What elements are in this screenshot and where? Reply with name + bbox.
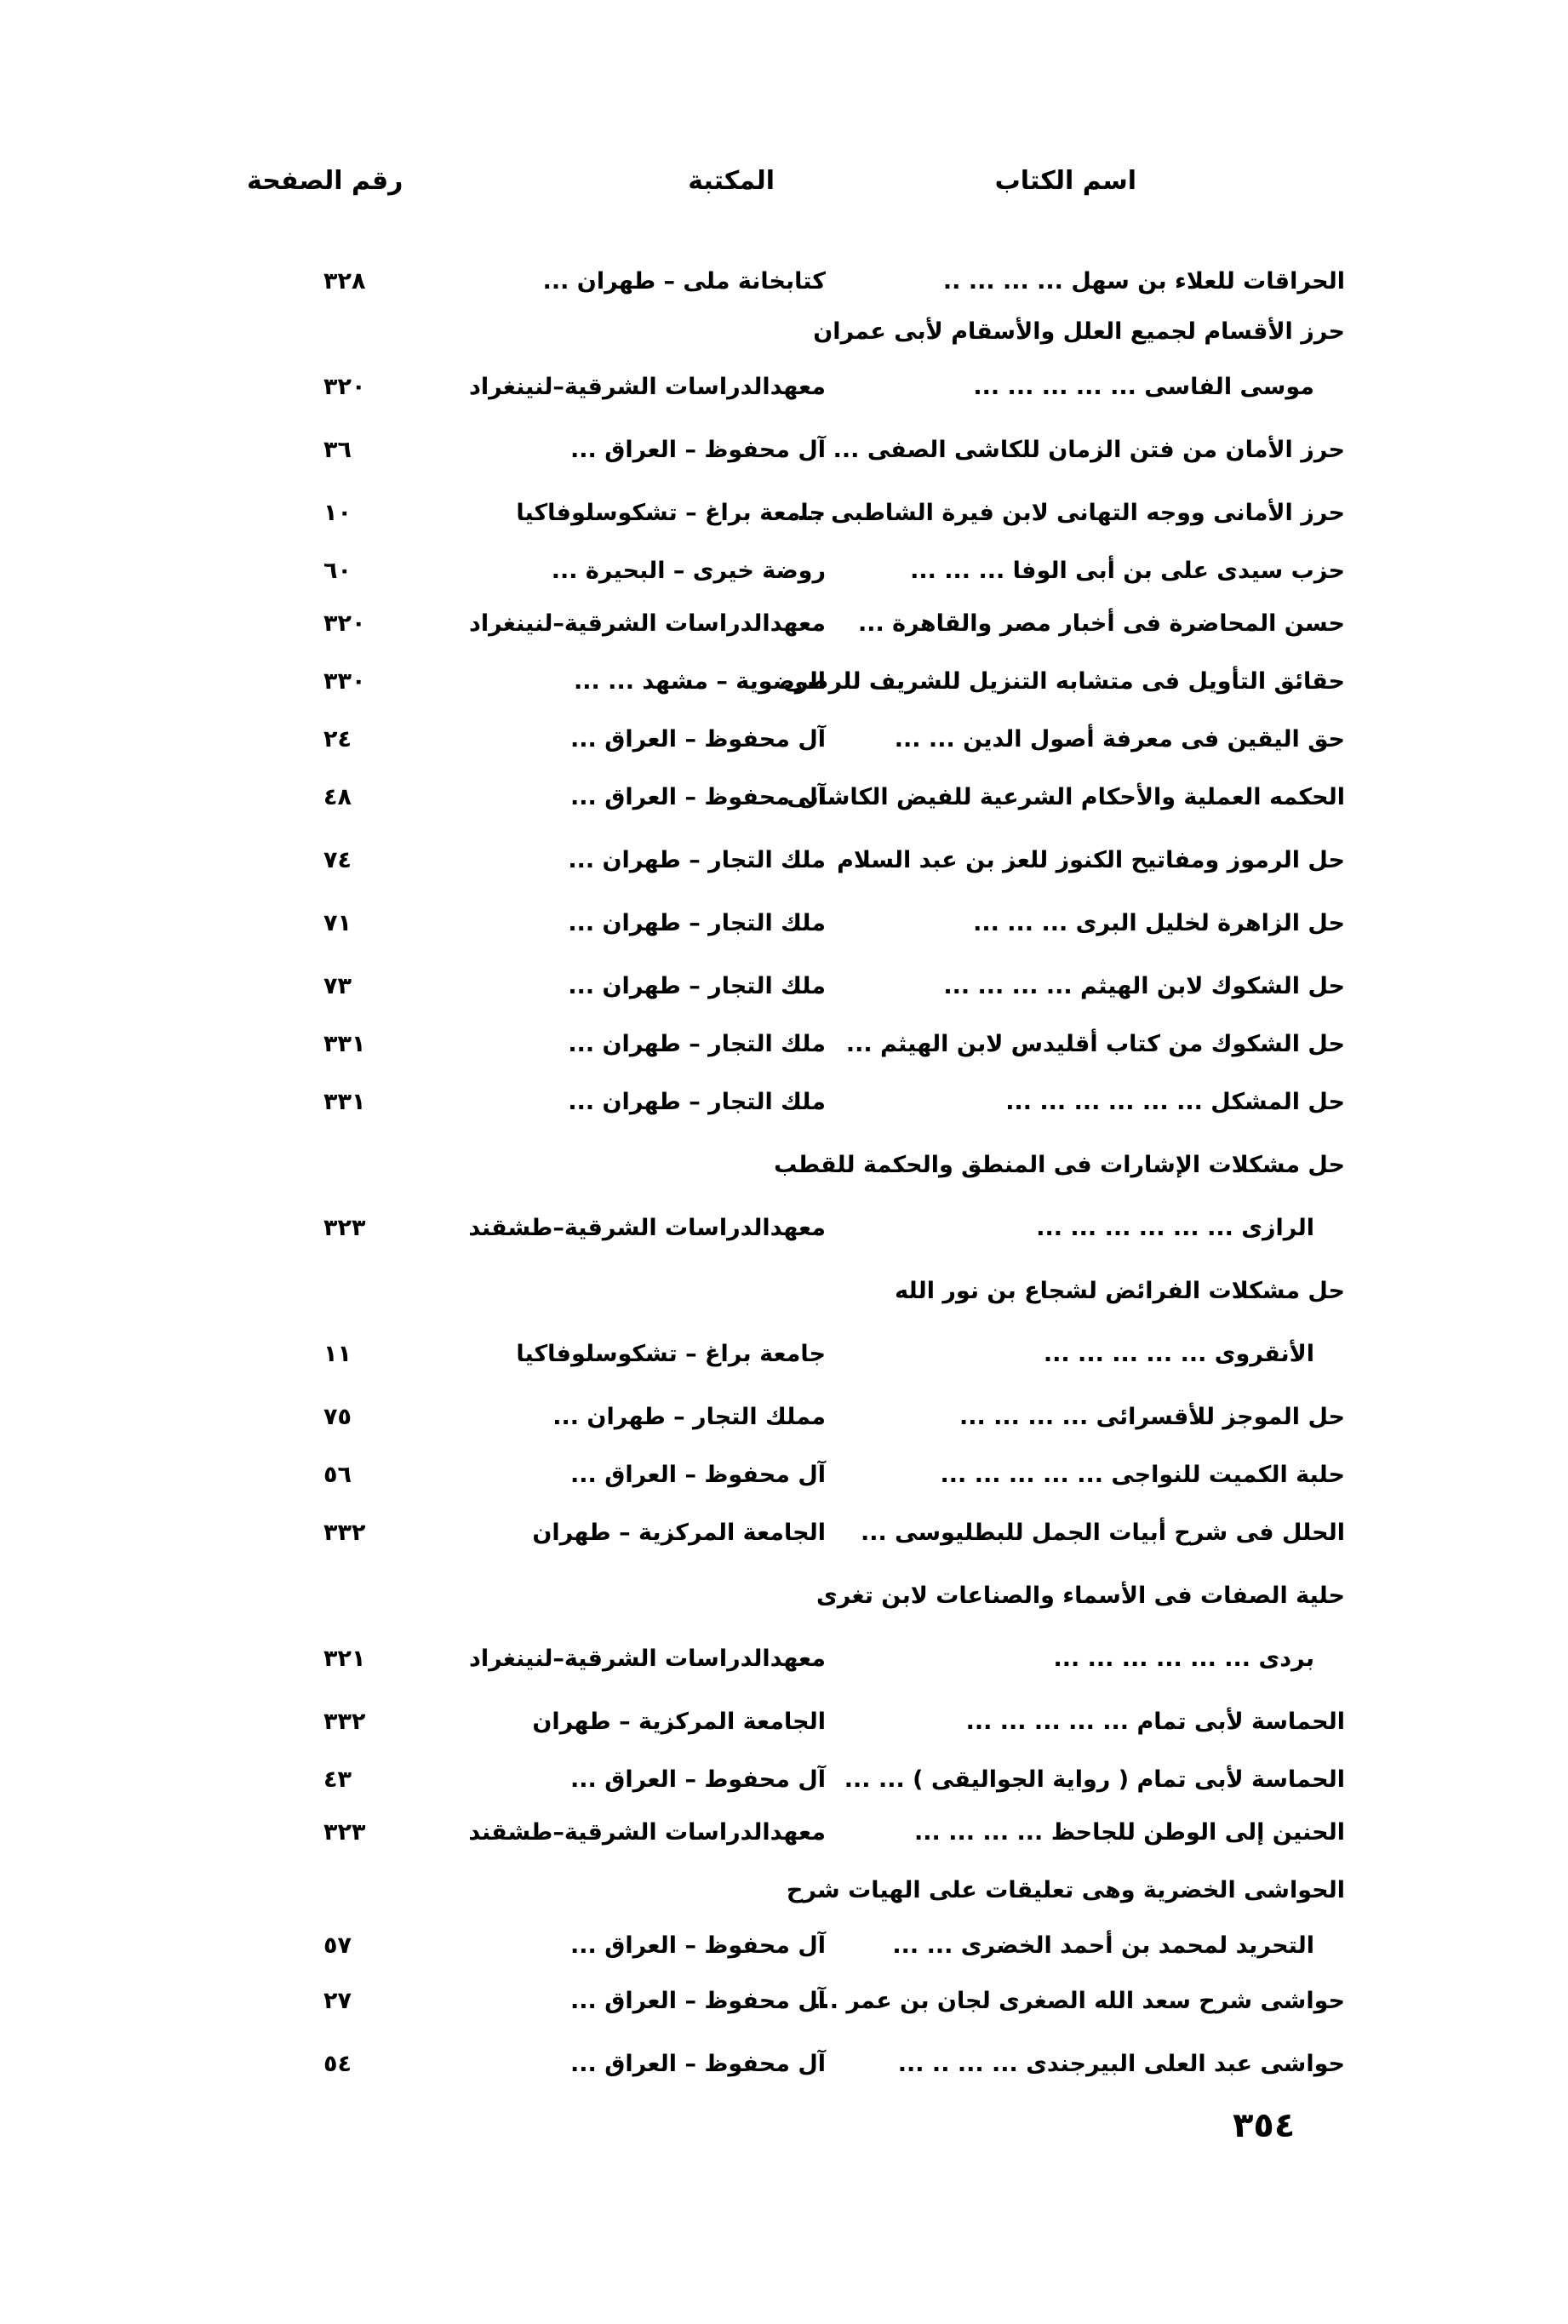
entry-title: حل الزاهرة لخليل البرى ... ... ...: [973, 910, 1345, 936]
entry-title: حرز الأمان من فتن الزمان للكاشى الصفى ...: [833, 437, 1345, 463]
entry-title: الحماسة لأبى تمام ( رواية الجواليقى ) ... ...: [844, 1766, 1345, 1793]
index-row: [323, 713, 1345, 766]
entry-title: الرازى ... ... ... ... ... ...: [1036, 1215, 1314, 1241]
entry-library: الرضوية – مشهد ... ...: [574, 668, 826, 695]
index-row: [323, 1806, 1345, 1859]
page-number: ٣٥٤: [1233, 2106, 1296, 2145]
header-book-title: اسم الكتاب: [994, 166, 1136, 196]
index-row: [323, 829, 1345, 892]
entry-library: آل محفوظ – العراق ...: [570, 784, 826, 810]
entry-title: حل الشكوك لابن الهيثم ... ... ... ...: [943, 973, 1345, 999]
entry-page: ٣٦: [323, 437, 352, 463]
entry-title: حل الموجز للأقسرائى ... ... ... ...: [959, 1404, 1345, 1430]
index-row: [323, 1071, 1345, 1134]
index-row: [323, 356, 1345, 419]
index-row: [323, 1386, 1345, 1449]
entry-page: ٣٢٠: [323, 610, 366, 637]
entry-page: ٣٣٢: [323, 1709, 366, 1735]
index-row: [323, 1260, 1345, 1323]
index-row: [323, 1628, 1345, 1691]
entry-page: ٧٣: [323, 973, 352, 999]
entry-title: حق اليقين فى معرفة أصول الدين ... ...: [894, 726, 1345, 753]
entry-library: ملك التجار – طهران ...: [568, 1089, 826, 1115]
index-row: [323, 1691, 1345, 1754]
entry-page: ٣٢٠: [323, 374, 366, 400]
entry-library: الجامعة المركزية – طهران: [532, 1520, 826, 1546]
entry-library: معهدالدراسات الشرقية–طشقند: [468, 1215, 826, 1241]
index-row: [323, 1754, 1345, 1806]
entry-title: التحريد لمحمد بن أحمد الخضرى ... ...: [892, 1932, 1314, 1959]
entry-library: معهدالدراسات الشرقية–لنينغراد: [469, 374, 826, 400]
entry-library: جامعة براغ – تشكوسلوفاكيا: [516, 500, 826, 526]
entry-title: حرز الأقسام لجميع العلل والأسقام لأبى عمران: [813, 318, 1345, 345]
entry-title: حل الشكوك من كتاب أقليدس لابن الهيثم ...: [845, 1031, 1345, 1057]
index-row: [323, 1565, 1345, 1628]
entry-library: آل محفوظ – العراق ...: [570, 437, 826, 463]
entry-title: الحواشى الخضرية وهى تعليقات على الهيات شرح: [786, 1877, 1345, 1903]
entry-library: جامعة براغ – تشكوسلوفاكيا: [516, 1341, 826, 1367]
entry-library: آل محفوظ – العراق ...: [570, 726, 826, 753]
entry-library: آل محفوظ – العراق ...: [570, 1932, 826, 1959]
entry-title: الحكمه العملية والأحكام الشرعية للفيض الكاشانى: [787, 784, 1345, 810]
entry-title: الأنقروى ... ... ... ... ...: [1043, 1341, 1314, 1367]
entry-library: ملك التجار – طهران ...: [568, 973, 826, 999]
entry-library: معهدالدراسات الشرقية–لنينغراد: [469, 1646, 826, 1672]
index-row: [323, 650, 1345, 713]
entry-page: ٥٤: [323, 2051, 352, 2077]
entry-library: مملك التجار – طهران ...: [552, 1404, 826, 1430]
entry-library: آل محفوظ – العراق ...: [570, 2051, 826, 2077]
entry-title: حلية الصفات فى الأسماء والصناعات لابن تغرى: [815, 1583, 1345, 1609]
entry-library: آل محفوط – العراق ...: [570, 1766, 826, 1793]
entry-title: حواشى شرح سعد الله الصغرى لجان بن عمر ...: [812, 1988, 1345, 2014]
index-row: [323, 255, 1345, 308]
entry-page: ٤٨: [323, 784, 352, 810]
entry-title: بردى ... ... ... ... ... ...: [1053, 1646, 1314, 1672]
entry-title: حرز الأمانى ووجه التهانى لابن فيرة الشاطبى ...: [796, 500, 1345, 526]
header-library: المكتبة: [688, 166, 775, 196]
index-row: [323, 892, 1345, 955]
index-row: [323, 766, 1345, 829]
entry-library: ملك التجار – طهران ...: [568, 910, 826, 936]
entry-title: حزب سيدى على بن أبى الوفا ... ... ...: [910, 558, 1345, 584]
entry-page: ٢٧: [323, 1988, 352, 2014]
index-row: [323, 2033, 1345, 2096]
entry-title: حل المشكل ... ... ... ... ... ...: [1005, 1089, 1345, 1115]
entry-title: الحنين إلى الوطن للجاحظ ... ... ... ...: [914, 1819, 1345, 1846]
entry-library: الجامعة المركزية – طهران: [532, 1709, 826, 1735]
entry-page: ٣٣٠: [323, 668, 366, 695]
index-row: [323, 1134, 1345, 1197]
entry-page: ٧٥: [323, 1404, 352, 1430]
entry-page: ٤٣: [323, 1766, 352, 1793]
entry-page: ٥٦: [323, 1462, 352, 1488]
entry-library: ملك التجار – طهران ...: [568, 847, 826, 873]
index-row: [323, 308, 1345, 356]
entry-title: حل مشكلات الفرائض لشجاع بن نور الله: [895, 1278, 1345, 1304]
entry-page: ٣٣١: [323, 1089, 366, 1115]
entry-page: ٣٢٣: [323, 1215, 366, 1241]
entry-title: الحلل فى شرح أبيات الجمل للبطليوسى ...: [860, 1520, 1345, 1546]
entry-page: ٣٣١: [323, 1031, 366, 1057]
entry-library: آل محفوظ – العراق ...: [570, 1462, 826, 1488]
entry-title: حقائق التأويل فى متشابه التنزيل للشريف للرضى: [783, 668, 1345, 695]
entry-page: ٣٢١: [323, 1646, 366, 1672]
entry-page: ٧٤: [323, 847, 352, 873]
entry-title: الحماسة لأبى تمام ... ... ... ... ...: [965, 1709, 1345, 1735]
column-headers: [247, 166, 1345, 217]
entry-page: ٧١: [323, 910, 352, 936]
entry-page: ٣٣٢: [323, 1520, 366, 1546]
entry-page: ١١: [323, 1341, 352, 1367]
entry-page: ٢٤: [323, 726, 352, 753]
entry-page: ٥٧: [323, 1932, 352, 1959]
entry-title: حسن المحاضرة فى أخبار مصر والقاهرة ...: [857, 610, 1345, 637]
entry-title: حلبة الكميت للنواجى ... ... ... ... ...: [940, 1462, 1345, 1488]
index-row: [323, 482, 1345, 545]
entry-library: كتابخانة ملى – طهران ...: [542, 268, 826, 295]
entry-library: ملك التجار – طهران ...: [568, 1031, 826, 1057]
entry-title: موسى الفاسى ... ... ... ... ...: [973, 374, 1314, 400]
index-row: [323, 1197, 1345, 1260]
entry-title: الحراقات للعلاء بن سهل ... ... ... ..: [942, 268, 1345, 295]
header-page-number: رقم الصفحة: [247, 166, 403, 196]
entry-title: حل مشكلات الإشارات فى المنطق والحكمة للقطب: [774, 1152, 1345, 1178]
index-row: [323, 545, 1345, 598]
index-entries: [323, 255, 1345, 2096]
entry-page: ٦٠: [323, 558, 352, 584]
index-row: [323, 1922, 1345, 1970]
index-row: [323, 598, 1345, 650]
entry-title: حواشى عبد العلى البيرجندى ... ... .. ...: [897, 2051, 1345, 2077]
entry-page: ٣٢٨: [323, 268, 366, 295]
index-row: [323, 419, 1345, 482]
index-row: [323, 1449, 1345, 1502]
index-row: [323, 1859, 1345, 1922]
index-row: [323, 1018, 1345, 1071]
index-row: [323, 1323, 1345, 1386]
entry-title: حل الرموز ومفاتيح الكنوز للعز بن عبد السلام: [837, 847, 1345, 873]
index-row: [323, 955, 1345, 1018]
index-row: [323, 1970, 1345, 2033]
entry-page: ٣٢٣: [323, 1819, 366, 1846]
entry-library: آل محفوظ – العراق ...: [570, 1988, 826, 2014]
entry-library: معهدالدراسات الشرقية–طشقند: [468, 1819, 826, 1846]
index-row: [323, 1502, 1345, 1565]
entry-library: معهدالدراسات الشرقية–لنينغراد: [469, 610, 826, 637]
entry-library: روضة خيرى – البحيرة ...: [551, 558, 826, 584]
entry-page: ١٠: [323, 500, 352, 526]
